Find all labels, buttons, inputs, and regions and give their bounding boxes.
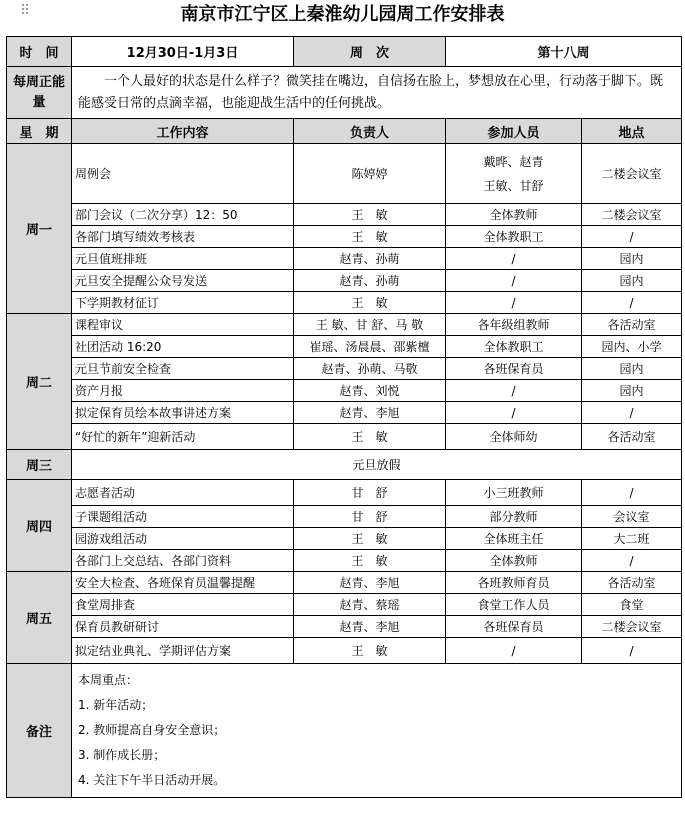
task-row [7,550,682,572]
participant-line: 各班教师育员 [477,576,550,590]
task-participants [446,358,582,380]
participant-line: 各年级组教师 [477,318,550,332]
participant-line: / [511,251,516,266]
task-place: 食堂 [582,594,682,616]
task-row [7,358,682,380]
task-participants [446,550,582,572]
task-participants [446,336,582,358]
task-row [7,204,682,226]
task-participants [446,292,582,314]
task-place: 二楼会议室 [582,616,682,638]
task-participants [446,480,582,506]
task-participants [446,424,582,450]
task-content: 拟定结业典礼、学期评估方案 [72,638,294,664]
participant-line: / [511,643,516,658]
schedule-body [7,37,682,798]
header-participants: 参加人员 [446,119,582,144]
time-label: 时 间 [7,37,72,67]
task-content: 下学期教材征订 [72,292,294,314]
motto-label: 每周正能量 [7,67,72,119]
task-place: 园内、小学 [582,336,682,358]
task-place: / [582,226,682,248]
task-content: 周例会 [72,144,294,204]
task-place: 各活动室 [582,424,682,450]
task-place: / [582,292,682,314]
notes-item: 3. 制作成长册； [78,748,166,762]
notes-heading: 本周重点： [78,673,139,687]
holiday-cell: 元旦放假 [72,450,682,480]
task-participants [446,248,582,270]
task-row [7,616,682,638]
task-owner: 王 敏、甘 舒、马 敬 [294,314,446,336]
notes-item: 1. 新年活动； [78,698,154,712]
notes-row [7,664,682,798]
task-place: / [582,402,682,424]
task-content: 食堂周排查 [72,594,294,616]
task-owner: 赵青、李旭 [294,616,446,638]
task-content: 课程审议 [72,314,294,336]
task-row [7,594,682,616]
task-owner: 赵青、刘悦 [294,380,446,402]
task-row [7,380,682,402]
task-participants [446,638,582,664]
day-label: 周四 [7,480,72,572]
task-participants [446,314,582,336]
participant-line: 全体教职工 [483,230,544,244]
task-place: 二楼会议室 [582,204,682,226]
task-owner: 赵青、蔡瑶 [294,594,446,616]
task-content: 资产月报 [72,380,294,402]
day-label: 周五 [7,572,72,664]
task-owner: 王 敏 [294,226,446,248]
task-owner: 赵青、孙萌 [294,270,446,292]
task-participants [446,402,582,424]
task-place: 园内 [582,358,682,380]
task-place: 二楼会议室 [582,144,682,204]
task-place: 园内 [582,270,682,292]
task-owner: 甘 舒 [294,506,446,528]
task-content: 园游戏组活动 [72,528,294,550]
task-row [7,572,682,594]
task-row [7,270,682,292]
task-owner: 赵青、孙萌、马敬 [294,358,446,380]
schedule-table [6,36,682,798]
participant-line: 全体教师 [489,554,538,568]
task-row [7,336,682,358]
task-place: 各活动室 [582,572,682,594]
task-content: 保育员教研研讨 [72,616,294,638]
participant-line: 各班保育员 [483,620,544,634]
task-row [7,480,682,506]
task-owner: 赵青、李旭 [294,402,446,424]
task-row [7,506,682,528]
date-range: 12月30日-1月3日 [72,37,294,67]
task-content: 各部门上交总结、各部门资料 [72,550,294,572]
info-row [7,37,682,67]
participant-line: 全体教师 [489,208,538,222]
header-place: 地点 [582,119,682,144]
task-content: 部门会议（二次分享）12：50 [72,204,294,226]
participant-line: 王敏、甘舒 [483,178,544,193]
drag-handle-icon[interactable]: ⠿ [20,3,30,19]
task-participants [446,572,582,594]
task-owner: 王 敏 [294,528,446,550]
motto-row [7,67,682,119]
task-owner: 王 敏 [294,550,446,572]
task-row [7,638,682,664]
task-place: 会议室 [582,506,682,528]
task-content: 安全大检查、各班保育员温馨提醒 [72,572,294,594]
task-content: 元旦节前安全检查 [72,358,294,380]
task-content: “好忙的新年”迎新活动 [72,424,294,450]
page-title: 南京市江宁区上秦淮幼儿园周工作安排表 [180,4,505,25]
participant-line: 各班保育员 [483,362,544,376]
task-owner: 王 敏 [294,638,446,664]
header-content: 工作内容 [72,119,294,144]
week-number: 第十八周 [446,37,682,67]
task-participants [446,204,582,226]
participant-line: 全体师幼 [489,430,538,444]
task-content: 子课题组活动 [72,506,294,528]
task-owner: 陈婷婷 [294,144,446,204]
task-content: 志愿者活动 [72,480,294,506]
participant-line: 部分教师 [489,510,538,524]
task-participants [446,616,582,638]
task-participants [446,506,582,528]
task-place: / [582,480,682,506]
task-place: 园内 [582,380,682,402]
header-day: 星 期 [7,119,72,144]
header-owner: 负责人 [294,119,446,144]
task-row [7,402,682,424]
participant-line: / [511,273,516,288]
task-owner: 王 敏 [294,292,446,314]
task-participants [446,380,582,402]
task-row [7,144,682,204]
task-owner: 王 敏 [294,204,446,226]
task-row [7,292,682,314]
day-row [7,450,682,480]
participant-line: 食堂工作人员 [477,598,550,612]
task-content: 元旦值班排班 [72,248,294,270]
task-participants [446,528,582,550]
notes-label: 备注 [7,664,72,798]
task-owner: 王 敏 [294,424,446,450]
task-participants [446,144,582,204]
task-row [7,424,682,450]
task-content: 拟定保育员绘本故事讲述方案 [72,402,294,424]
notes-item: 2. 教师提高自身安全意识； [78,723,226,737]
task-owner: 赵青、孙萌 [294,248,446,270]
day-label: 周一 [7,144,72,314]
task-participants [446,270,582,292]
task-place: / [582,638,682,664]
task-content: 各部门填写绩效考核表 [72,226,294,248]
participant-line: 全体教职工 [483,340,544,354]
task-place: / [582,550,682,572]
day-label: 周二 [7,314,72,450]
task-place: 园内 [582,248,682,270]
notes-content [72,664,682,798]
task-owner: 甘 舒 [294,480,446,506]
participant-line: / [511,405,516,420]
motto-text: 一个人最好的状态是什么样子？微笑挂在嘴边，自信扬在脸上，梦想放在心里，行动落于脚下。既能感受日常的点滴幸福，也能迎战生活中的任何挑战。 [72,67,682,119]
task-row [7,528,682,550]
task-place: 大二班 [582,528,682,550]
task-participants [446,594,582,616]
task-row [7,314,682,336]
notes-item: 4. 关注下午半日活动开展。 [78,773,226,787]
task-participants [446,226,582,248]
day-label: 周三 [7,450,72,480]
participant-line: / [511,295,516,310]
task-owner: 崔瑶、汤晨晨、邵紫檀 [294,336,446,358]
task-row [7,248,682,270]
participant-line: 戴晔、赵青 [483,154,544,169]
task-content: 元旦安全提醒公众号发送 [72,270,294,292]
participant-line: / [511,383,516,398]
task-row [7,226,682,248]
participant-line: 全体班主任 [483,532,544,546]
task-owner: 赵青、李旭 [294,572,446,594]
participant-line: 小三班教师 [483,486,544,500]
task-content: 社团活动 16:20 [72,336,294,358]
week-label: 周 次 [294,37,446,67]
header-row [7,119,682,144]
task-place: 各活动室 [582,314,682,336]
